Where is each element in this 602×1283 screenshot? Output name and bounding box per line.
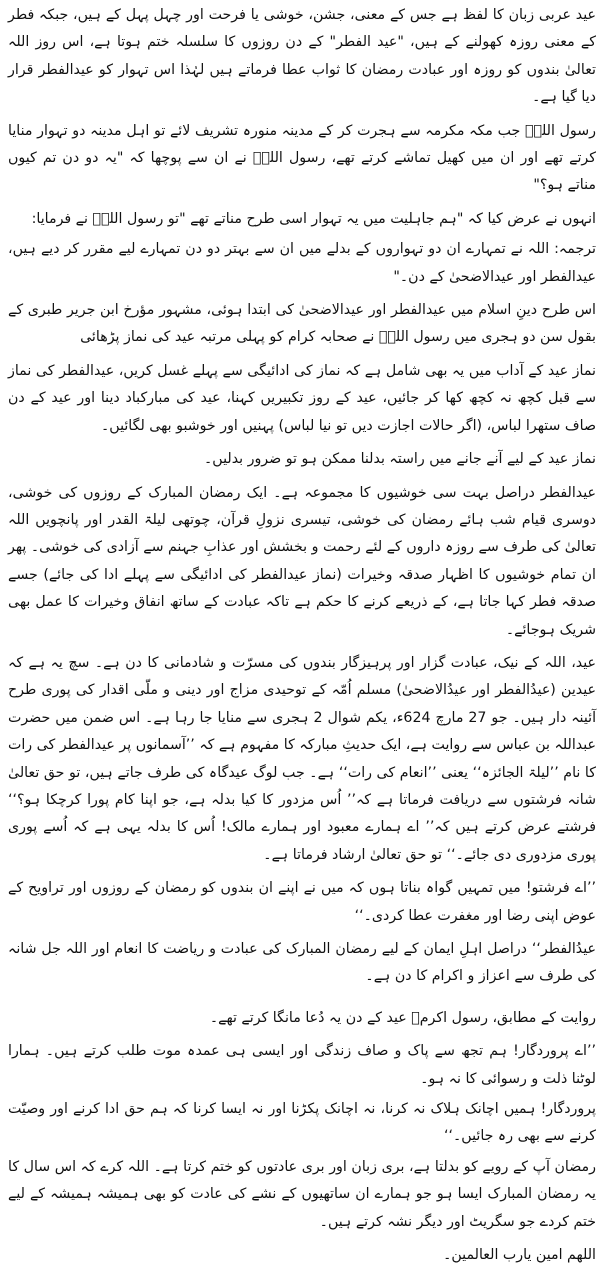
paragraph-eid-etiquette: نماز عید کے آداب میں یہ بھی شامل ہے کہ نماز کی ادائیگی سے پہلے غسل کریں، عیدالفطر کی نماز سے قبل کچھ نہ کچھ کھا کر جائیں، عید کے روز تکبیریں کہنا، عید کی مبارکباد دینا اور عید کے دن صاف ستھرا لباس، (اگر حالات اجازت دیں تو نیا لباس) پہنیں اور خوشبو بھی لگائیں۔ [8, 362, 596, 434]
paragraph-companions-reply: انہوں نے عرض کیا کہ "ہم جاہلیت میں یہ تہوار اسی طرح مناتے تھے "تو رسول اللہؐ نے فرمایا: [31, 210, 596, 227]
paragraph-hijrah-festivals: رسول اللہؐ جب مکہ مکرمہ سے ہجرت کر کے مدینہ منورہ تشریف لائے تو اہل مدینہ دو تہوار منایا کرتے تھے اور ان میں کھیل تماشے کرتے تھے، رسول اللہؐ نے ان سے پوچھا کہ "یہ دو دن تم کیوں مناتے ہو؟" [8, 122, 596, 194]
paragraph-prophet-dua-intro: روایت کے مطابق، رسول اکرمؐ عید کے دن یہ دُعا مانگا کرتے تھے۔ [209, 1009, 596, 1026]
paragraph-day-of-joy-hadith: عید، اللہ کے نیک، عبادت گزار اور پرہیزگار بندوں کی مسرّت و شادمانی کا دن ہے۔ سچ یہ ہے کہ عیدین (عیدُالفطر اور عیدُالاضحیٰ) مسلم اُمّہ کے توحیدی مزاج اور دینی و ملّی اقدار کی پوری طرح آئینہ دار ہیں۔ جو 27 مارچ 624ء، یکم شوال 2 ہجری سے منایا جا رہا ہے۔ اس ضمن میں حضرت عبداللہ بن عباس سے روایت ہے، ایک حدیثِ مبارکہ کا مفہوم ہے کہ ’’آسمانوں پر عیدالفطر کی رات کا نام ’’لیلۃ الجائزہ‘‘ یعنی ’’انعام کی رات‘‘ ہے۔ جب لوگ عیدگاہ کی طرف جاتے ہیں، تو حق تعالیٰ شانہ فرشتوں سے دریافت فرماتا ہے کہ’’ اُس مزدور کا کیا بدلہ ہے، جو اپنا کام پورا کرچکا ہو؟‘‘ فرشتے عرض کرتے ہیں کہ’’ اے ہمارے معبود اور ہمارے مالک! اُس کا بدلہ یہی ہے کہ اُسے پوری پوری مزدوری دی جائے۔‘‘ تو حق تعالیٰ ارشاد فرماتا ہے۔ [8, 654, 597, 863]
paragraph-closing-prayer: اللھم امین یارب العالمین۔ [443, 1247, 596, 1264]
paragraph-eid-meaning: عید عربی زبان کا لفظ ہے جس کے معنی، جشن، خوشی یا فرحت اور چہل پہل کے ہیں، جبکہ فطر کے معنی روزہ کھولنے کے ہیں، "عید الفطر" کے دن روزوں کا سلسلہ ختم ہوتا ہے، اس روز اللہ تعالیٰ بندوں کو روزہ اور عبادت رمضان کا ثواب عطا فرماتے ہیں لہٰذا اس تہوار کو عیدالفطر قرار دیا گیا ہے۔ [8, 7, 596, 106]
paragraph-history: اس طرح دینِ اسلام میں عیدالفطر اور عیدالاضحیٰ کی ابتدا ہوئی، مشہور مؤرخ ابن جریر طبری کے بقول سن دو ہجری میں رسول اللہؐ نے صحابہ کرام کو پہلی مرتبہ عید کی نماز پڑھائی [8, 302, 596, 346]
paragraph-many-joys: عیدالفطر دراصل بہت سی خوشیوں کا مجموعہ ہے۔ ایک رمضان المبارک کے روزوں کی خوشی، دوسری قیام شب ہائے رمضان کی خوشی، تیسری نزولِ قرآن، چوتھی لیلۃ القدر اور پانچویں اللہ تعالیٰ کی طرف سے روزہ داروں کے لئے رحمت و بخشش اور عذابِ جہنم سے آزادی کی خوشی۔ پھر ان تمام خوشیوں کا اظہار صدقہ وخیرات (نماز عیدالفطر کی ادائیگی سے پہلے ادا کی جائے) جسے صدقہ فطر کہا جاتا ہے، کے ذریعے کرنے کا حکم ہے تاکہ عبادت کے ساتھ انفاق وخیرات کا عمل بھی شریک ہوجائے۔ [8, 484, 596, 638]
paragraph-angels-witness: ’’اے فرشتو! میں تمہیں گواہ بناتا ہوں کہ میں نے اپنے ان بندوں کو رمضان کے روزوں اور تراویح کے عوض اپنی رضا اور مغفرت عطا کردی۔‘‘ [8, 880, 596, 924]
paragraph-reward-day: عیدُالفطر‘‘ دراصل اہلِ ایمان کے لیے رمضان المبارک کی عبادت و ریاضت کا انعام اور اللہ جل شانہ کی طرف سے اعزاز و اکرام کا دن ہے۔ [8, 941, 596, 985]
paragraph-translation: ترجمہ: اللہ نے تمہارے ان دو تہواروں کے بدلے میں ان سے بہتر دو دن تمہارے لیے مقرر کر دیے ہیں، عیدالفطر اور عیدالاضحیٰ کے دن۔" [8, 241, 596, 285]
paragraph-ramadan-change: رمضان آپ کے رویے کو بدلتا ہے، بری زبان اور بری عادتوں کو ختم کرتا ہے۔ اللہ کرے کہ اس سال کا یہ رمضان المبارک ایسا ہو جو ہمارے ان ساتھیوں کے نشے کی عادت کو بھی ہمیشہ ہمیشہ کے لیے ختم کردے جو سگریٹ اور دیگر نشہ کرتے ہیں۔ [8, 1158, 596, 1230]
paragraph-dua-line-1: ’’اے پروردگار! ہم تجھ سے پاک و صاف زندگی اور ایسی ہی عمدہ موت طلب کرتے ہیں۔ ہمارا لوٹنا ذلت و رسوائی کا نہ ہو۔ [8, 1043, 596, 1087]
paragraph-change-route: نماز عید کے لیے آنے جانے میں راستہ بدلنا ممکن ہو تو ضرور بدلیں۔ [203, 451, 596, 468]
paragraph-dua-line-2: پروردگار! ہمیں اچانک ہلاک نہ کرنا، نہ اچانک پکڑنا اور نہ ایسا کرنا کہ ہم حق ادا کرنے اور وصیّت کرنے سے بھی رہ جائیں۔‘‘ [8, 1101, 596, 1145]
